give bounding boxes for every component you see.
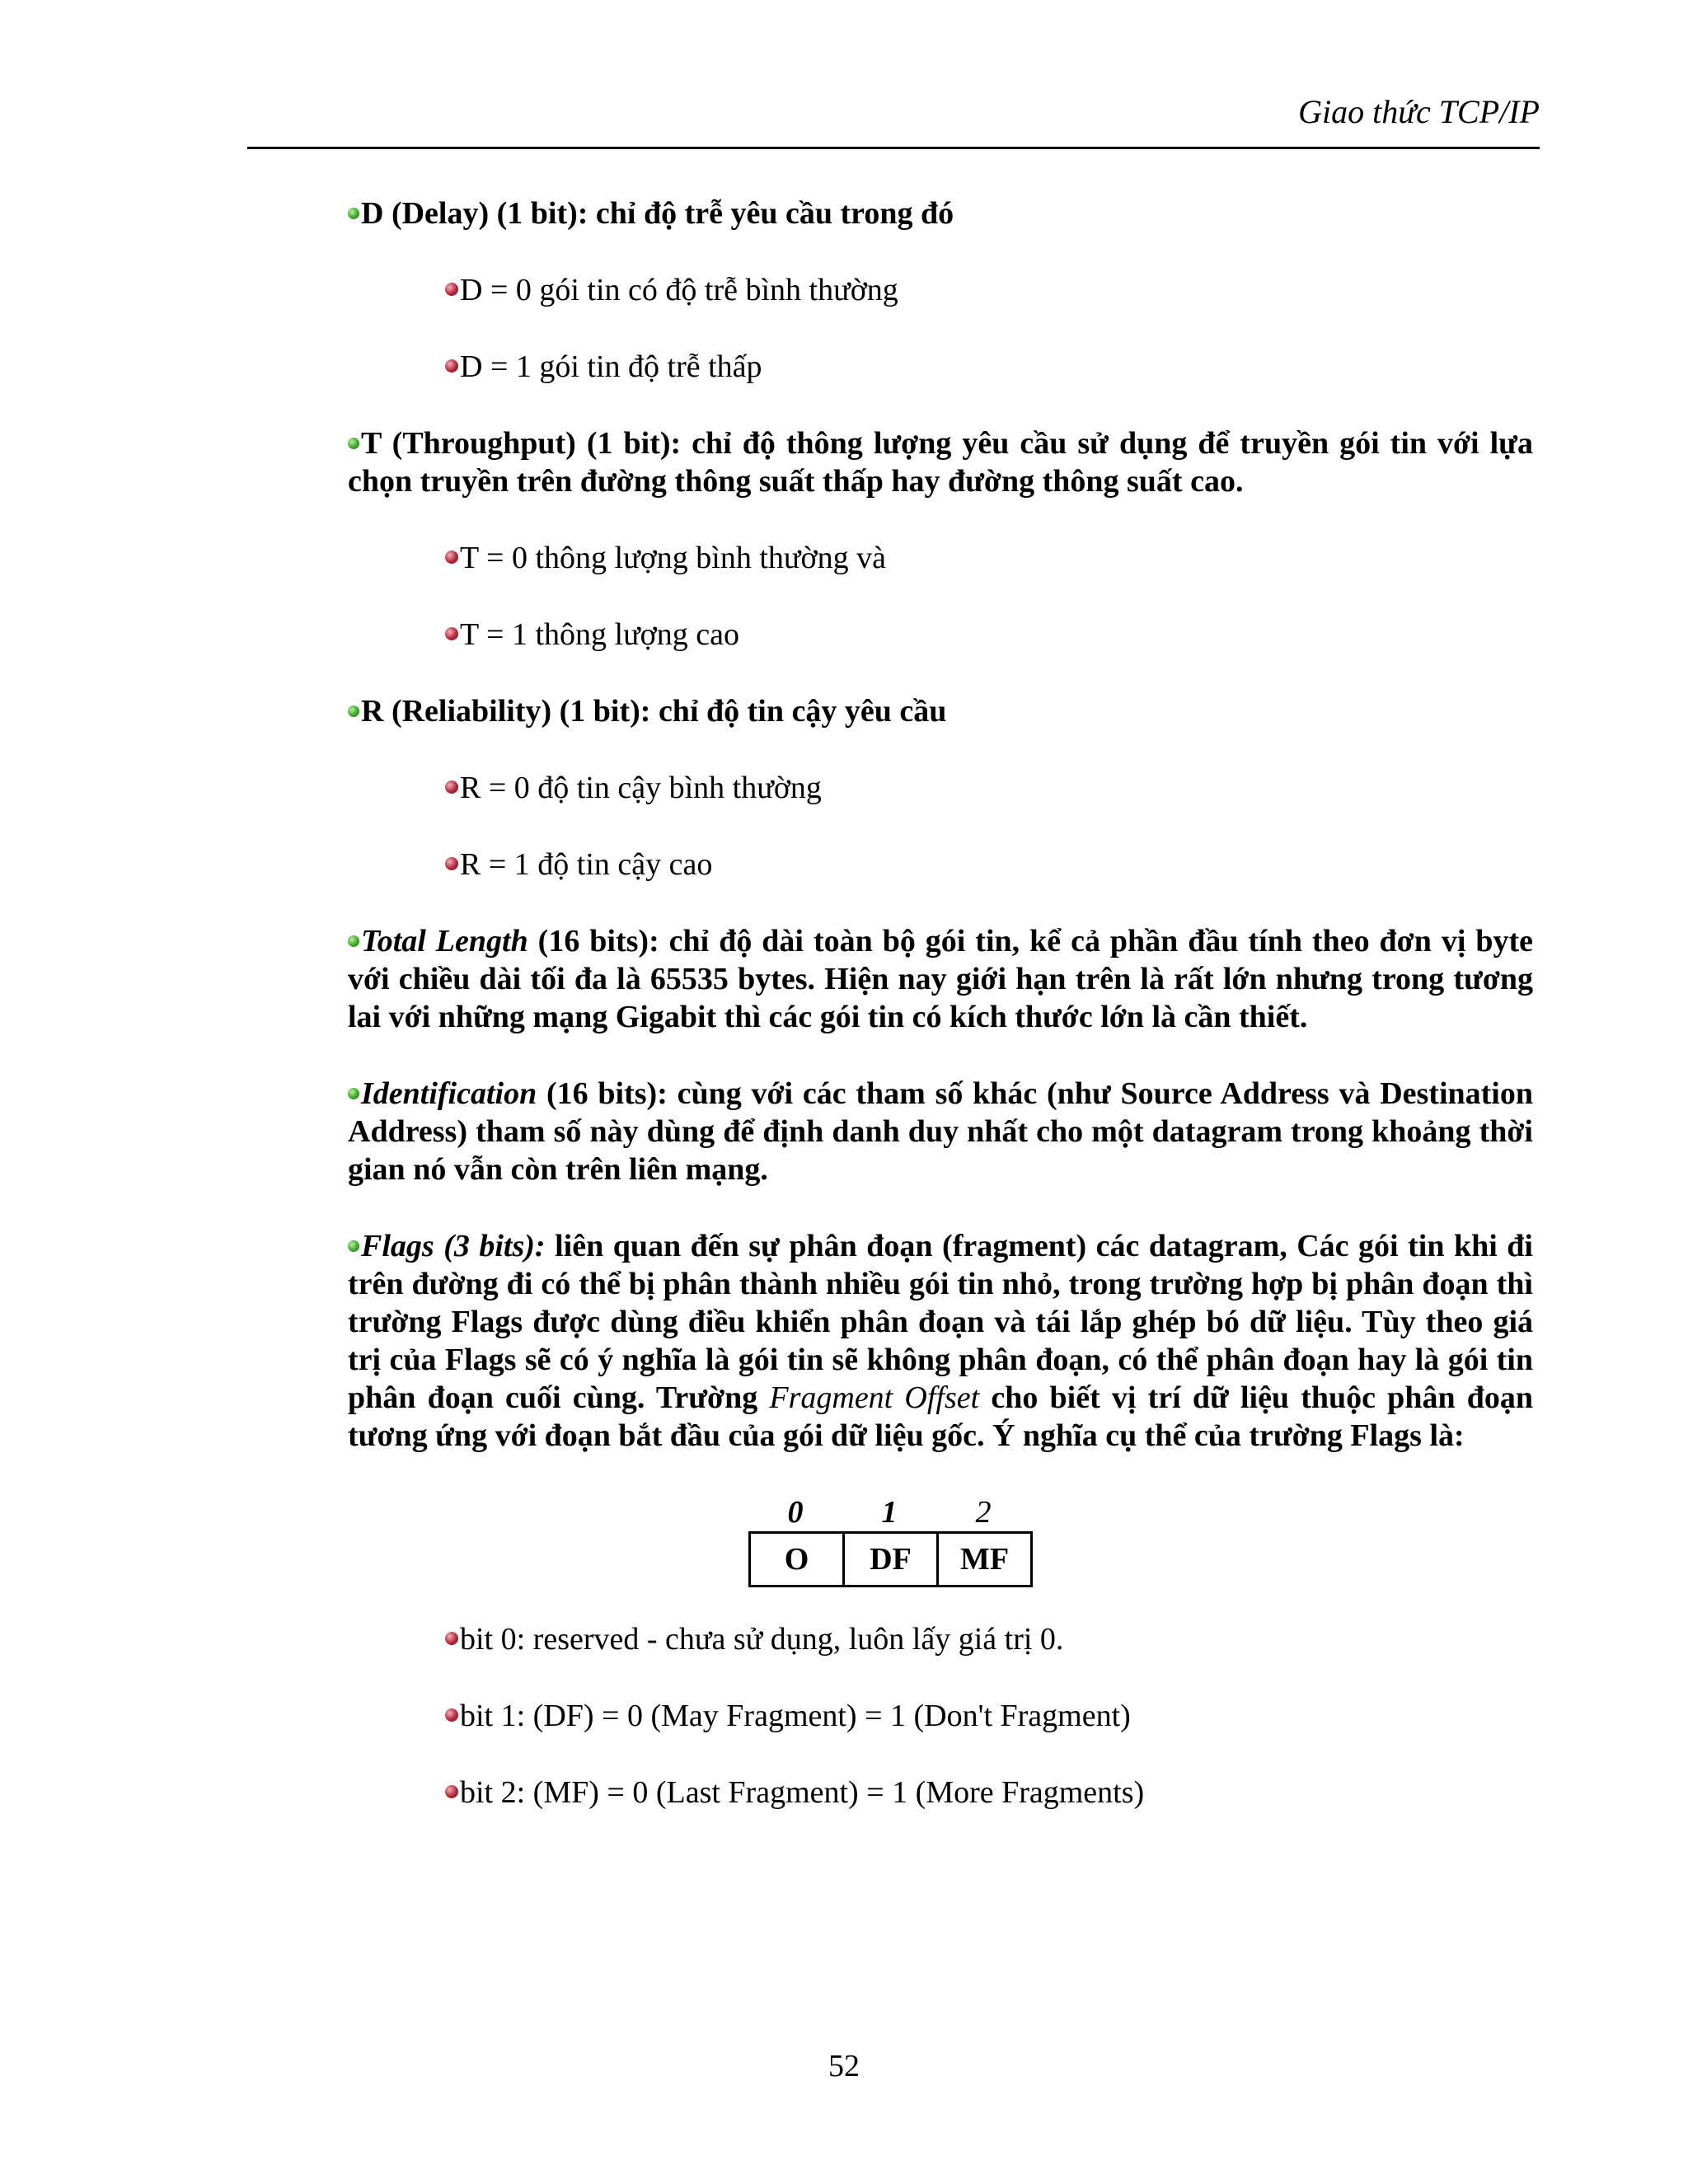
item-throughput-text: T (Throughput) (1 bit): chỉ độ thông lượng yêu cầu sử dụng để truyền gói tin với lựa chọn truyền trên đường thông suất thấp hay đường thông suất cao. — [348, 426, 1533, 499]
item-flags-text-cont: cho biết vị trí dữ liệu thuộc phân đoạn tương ứng với đoạn bắt đầu của gói dữ liệu gốc. Ý nghĩa cụ thể của trường Flags là: — [348, 1380, 1534, 1453]
item-flags-text: liên quan đến sự phân đoạn (fragment) các datagram, Các gói tin khi đi trên đường đi có thể bị phân thành nhiều gói tin nhỏ, trong trường hợp bị phân đoạn thì trường Flags được dùng điều khiển phân đoạn và tái lắp ghép bó dữ liệu. Tùy theo giá trị của Flags sẽ có ý nghĩa là gói tin sẽ không phân đoạn, có thể phân đoạn hay là gói tin phân đoạn cuối cùng. Trường — [348, 1229, 1533, 1415]
bit-index-0: 0 — [787, 1495, 804, 1530]
item-throughput-1 — [348, 616, 1533, 654]
flags-bit-index-row — [748, 1492, 1033, 1530]
cell-mf: MF — [959, 1542, 1010, 1577]
red-bullet-icon — [445, 627, 458, 640]
green-bullet-icon — [348, 705, 359, 717]
item-delay-text: D (Delay) (1 bit): chỉ độ trễ yêu cầu trong đó — [361, 196, 954, 231]
item-bit-0-text: bit 0: reserved - chưa sử dụng, luôn lấy giá trị 0. — [460, 1622, 1064, 1657]
red-bullet-icon — [445, 283, 458, 296]
item-reliability-1-text: R = 1 độ tin cậy cao — [460, 847, 713, 882]
term-identification: Identification — [361, 1076, 537, 1111]
item-delay-0-text: D = 0 gói tin có độ trễ bình thường — [460, 273, 898, 307]
item-flags — [348, 1227, 1533, 1455]
red-bullet-icon — [445, 1632, 458, 1645]
green-bullet-icon — [348, 1240, 359, 1252]
green-bullet-icon — [348, 208, 359, 219]
red-bullet-icon — [445, 857, 458, 870]
green-bullet-icon — [348, 935, 359, 947]
item-throughput-0 — [348, 539, 1533, 577]
red-bullet-icon — [445, 551, 458, 564]
item-total-length — [348, 922, 1533, 1036]
item-throughput-0-text: T = 0 thông lượng bình thường và — [460, 541, 886, 575]
item-bit-0 — [348, 1620, 1533, 1658]
item-identification-text: (16 bits): cùng với các tham số khác (như Source Address và Destination Address) tham số này dùng để định danh duy nhất cho một datagram trong khoảng thời gian nó vẫn còn trên liên mạng. — [348, 1076, 1533, 1187]
cell-reserved: O — [751, 1534, 845, 1585]
item-bit-1 — [348, 1697, 1533, 1735]
term-flags: Flags (3 bits): — [361, 1229, 546, 1263]
item-reliability-0 — [348, 769, 1533, 807]
running-header: Giao thức TCP/IP — [1298, 93, 1540, 130]
green-bullet-icon — [348, 1088, 359, 1099]
item-delay-1-text: D = 1 gói tin độ trễ thấp — [460, 349, 762, 384]
item-reliability-text: R (Reliability) (1 bit): chỉ độ tin cậy yêu cầu — [361, 694, 947, 729]
red-bullet-icon — [445, 359, 458, 373]
item-reliability — [348, 692, 1533, 730]
green-bullet-icon — [348, 438, 359, 449]
bit-index-2: 2 — [975, 1495, 992, 1530]
item-bit-1-text: bit 1: (DF) = 0 (May Fragment) = 1 (Don't Fragment) — [460, 1699, 1131, 1733]
item-bit-2 — [348, 1774, 1533, 1811]
item-bit-2-text: bit 2: (MF) = 0 (Last Fragment) = 1 (More Fragments) — [460, 1775, 1145, 1810]
item-throughput-1-text: T = 1 thông lượng cao — [460, 617, 739, 652]
red-bullet-icon — [445, 780, 458, 794]
item-throughput — [348, 424, 1533, 500]
item-reliability-1 — [348, 846, 1533, 883]
header-divider — [247, 147, 1540, 149]
term-fragment-offset: Fragment Offset — [769, 1380, 980, 1415]
red-bullet-icon — [445, 1785, 458, 1798]
item-delay-0 — [348, 271, 1533, 309]
page-body — [348, 194, 1533, 1850]
page-number: 52 — [828, 2049, 860, 2083]
item-delay — [348, 194, 1533, 232]
red-bullet-icon — [445, 1708, 458, 1722]
cell-df: DF — [845, 1534, 939, 1585]
bit-index-1: 1 — [881, 1495, 898, 1530]
item-delay-1 — [348, 348, 1533, 386]
term-total-length: Total Length — [361, 924, 528, 958]
item-total-length-text: (16 bits): chỉ độ dài toàn bộ gói tin, kể cả phần đầu tính theo đơn vị byte với chiều dài tối đa là 65535 bytes. Hiện nay giới hạn trên là rất lớn nhưng trong tương lai với những mạng Gigabit thì các gói tin có kích thước lớn là cần thiết. — [348, 924, 1533, 1034]
item-reliability-0-text: R = 0 độ tin cậy bình thường — [460, 771, 822, 805]
flags-bit-cells — [748, 1531, 1033, 1587]
flags-bit-table — [748, 1492, 1033, 1587]
item-identification — [348, 1075, 1533, 1188]
